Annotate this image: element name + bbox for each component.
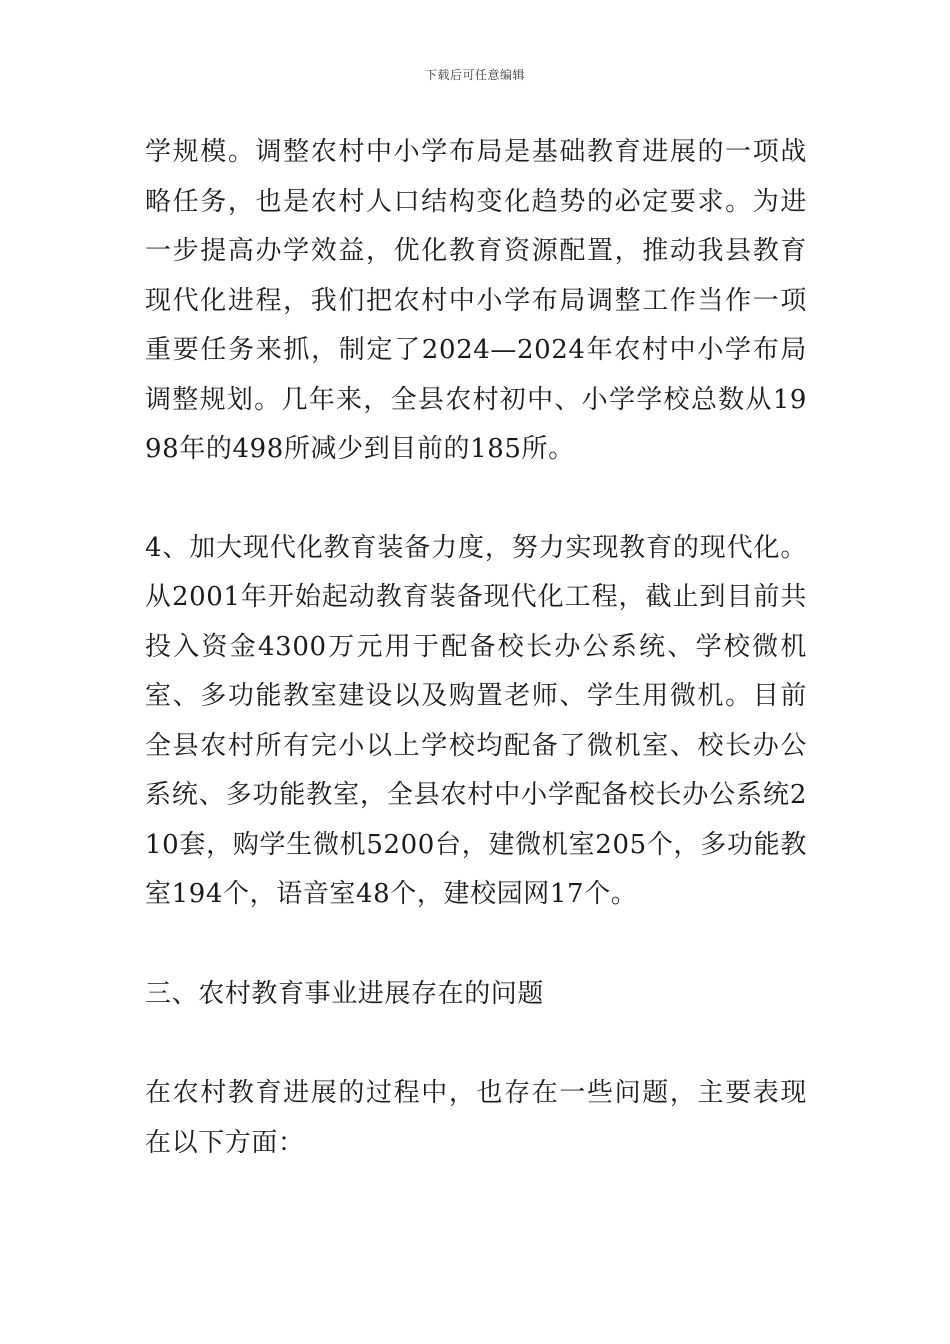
- paragraph-gap: [145, 475, 807, 524]
- section-heading-problems: 三、农村教育事业进展存在的问题: [145, 978, 545, 1009]
- header-note: 下载后可任意编辑: [424, 68, 525, 82]
- body-text: [145, 128, 807, 1168]
- paragraph-layout-adjustment: 学规模。调整农村中小学布局是基础教育进展的一项战略任务，也是农村人口结构变化趋势的必定要求。为进一步提高办学效益，优化教育资源配置，推动我县教育现代化进程，我们把农村中小学布局调整工作当作一项重要任务来抓，制定了2024—2024年农村中小学布局调整规划。几年来，全县农村初中、小学学校总数从1998年的498所减少到目前的185所。: [145, 137, 807, 464]
- paragraph-equipment-modernization: 4、加大现代化教育装备力度，努力实现教育的现代化。从2001年开始起动教育装备现代化工程，截止到目前共投入资金4300万元用于配备校长办公系统、学校微机室、多功能教室建设以及购置老师、学生用微机。目前全县农村所有完小以上学校均配备了微机室、校长办公系统、多功能教室，全县农村中小学配备校长办公系统210套，购学生微机5200台，建微机室205个，多功能教室194个，语音室48个，建校园网17个。: [145, 532, 807, 909]
- paragraph-gap: [145, 920, 807, 970]
- paragraph-gap: [145, 1019, 807, 1069]
- paragraph-problems-intro: 在农村教育进展的过程中，也存在一些问题，主要表现在以下方面：: [145, 1078, 807, 1158]
